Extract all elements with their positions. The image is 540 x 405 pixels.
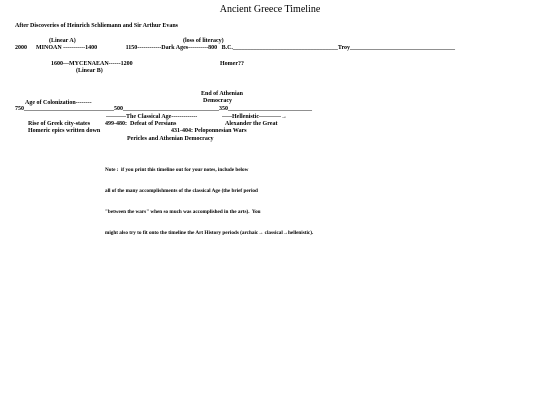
rise-of-city-states-label: Rise of Greek city-states xyxy=(28,121,91,127)
bronze-age-timeline: 2000 MINOAN -----------1400 1150------------Dark Ages----------800 B.C.___________________________________Troy___________________________________ xyxy=(15,45,456,51)
note-line: "between the wars" when so much was accomplished in the arts). You xyxy=(105,209,261,215)
linear-b-label: (Linear B) xyxy=(76,68,103,74)
defeat-of-persians-label: 499-480: Defeat of Persians xyxy=(105,121,177,127)
linear-a-label: (Linear A) xyxy=(49,38,76,44)
hellenistic-label: -----Hellenistic-----------→ xyxy=(222,114,287,120)
age-of-colonization-label: Age of Colonization-------- xyxy=(25,100,92,106)
end-of-athenian-label: End of Athenian xyxy=(201,91,244,97)
note-block xyxy=(105,153,313,244)
mycenaean-label: 1600---MYCENAEAN------1200 xyxy=(51,61,133,67)
classical-timeline: 750______________________________500________________________________350____________________________ xyxy=(15,106,312,112)
loss-of-literacy-label: (loss of literacy) xyxy=(183,38,224,44)
democracy-label: Democracy xyxy=(203,98,232,104)
note-line: all of the many accomplishments of the classical Age (the brief period xyxy=(105,188,258,194)
note-line: might also try to fit onto the timeline the Art History periods (archaic→ classical→hellenistic). xyxy=(105,230,314,236)
classical-age-label: ----------The Classical Age------------- xyxy=(106,114,198,120)
homeric-epics-label: Homeric epics written down xyxy=(28,128,101,134)
page-title: Ancient Greece Timeline xyxy=(219,4,321,15)
alexander-label: Alexander the Great xyxy=(225,121,278,127)
homer-label: Homer?? xyxy=(220,61,244,67)
pericles-label: Pericles and Athenian Democracy xyxy=(127,136,214,142)
peloponnesian-wars-label: 431-404: Peloponnesian Wars xyxy=(171,128,247,134)
note-line: Note : if you print this timeline out for your notes, include below xyxy=(105,167,249,173)
subtitle: After Discoveries of Heinrich Schliemann and Sir Arthur Evans xyxy=(15,23,179,29)
